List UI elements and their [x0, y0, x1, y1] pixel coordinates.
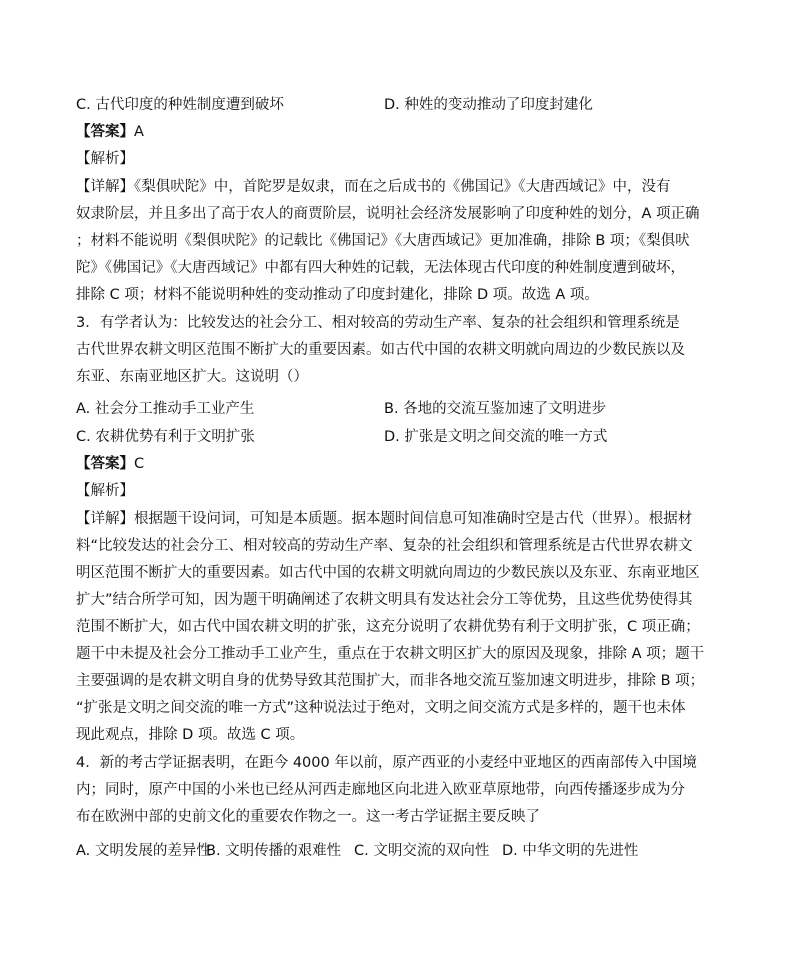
q3-stem-line: 东亚、东南亚地区扩大。这说明（） — [76, 369, 308, 385]
q3-stem-line: 古代世界农耕文明区范围不断扩大的重要因素。如古代中国的农耕文明就向周边的少数民族以及 — [76, 342, 685, 358]
q2-detail-line: 陀》《佛国记》《大唐西域记》中都有四大种姓的记载，无法体现古代印度的种姓制度遭到破坏， — [76, 260, 685, 276]
q3-analysis-tag: 【解析】 — [76, 483, 134, 499]
q4-option-b: B. 文明传播的艰难性 — [206, 843, 342, 859]
q2-option-d: D. 种姓的变动推动了印度封建化 — [384, 97, 593, 113]
q2-option-c: C. 古代印度的种姓制度遭到破坏 — [76, 97, 284, 113]
q4-stem-line: 4．新的考古学证据表明，在距今 4000 年以前，原产西亚的小麦经中亚地区的西南部传入中国境 — [76, 755, 697, 771]
q2-analysis-tag: 【解析】 — [76, 151, 134, 167]
q3-option-b: B. 各地的交流互鉴加速了文明进步 — [384, 401, 607, 417]
q3-option-a: A. 社会分工推动手工业产生 — [76, 401, 255, 417]
q3-option-d: D. 扩张是文明之间交流的唯一方式 — [384, 429, 608, 445]
answer-tag: 【答案】 — [76, 456, 134, 472]
q3-detail-line: “扩张是文明之间交流的唯一方式”这种说法过于绝对，文明之间交流方式是多样的，题干也未体 — [76, 700, 686, 716]
q3-stem-line: 3．有学者认为：比较发达的社会分工、相对较高的劳动生产率、复杂的社会组织和管理系统是 — [76, 315, 680, 331]
q3-detail-line: 现此观点，排除 D 项。故选 C 项。 — [76, 727, 305, 743]
q3-detail-line: 范围不断扩大，如古代中国农耕文明的扩张，这充分说明了农耕优势有利于文明扩张，C 项正确； — [76, 619, 700, 635]
q3-detail-line: 【详解】根据题干设问词，可知是本质题。据本题时间信息可知准确时空是古代（世界）。根据材 — [76, 511, 693, 527]
q3-answer — [76, 454, 144, 474]
q2-answer — [76, 122, 144, 142]
q3-detail-line: 明区范围不断扩大的重要因素。如古代中国的农耕文明就向周边的少数民族以及东亚、东南亚地区 — [76, 565, 700, 581]
q2-detail-line: 排除 C 项；材料不能说明种姓的变动推动了印度封建化，排除 D 项。故选 A 项。 — [76, 287, 599, 303]
answer-tag: 【答案】 — [76, 124, 134, 140]
q2-detail-line: ；材料不能说明《梨俱吠陀》的记载比《佛国记》《大唐西域记》更加准确，排除 B 项；《梨俱吠 — [76, 233, 690, 249]
q3-detail-line: 题干中未提及社会分工推动手工业产生，重点在于农耕文明区扩大的原因及现象，排除 A 项；题干 — [76, 646, 705, 662]
answer-value: C — [134, 456, 145, 472]
q3-option-c: C. 农耕优势有利于文明扩张 — [76, 429, 255, 445]
q4-options — [76, 841, 638, 861]
q3-detail-line: 扩大”结合所学可知，因为题干明确阐述了农耕文明具有发达社会分工等优势，且这些优势使得其 — [76, 592, 693, 608]
q2-detail-line: 【详解】《梨俱吠陀》中，首陀罗是奴隶，而在之后成书的《佛国记》《大唐西域记》中，没有 — [76, 179, 671, 195]
answer-value: A — [134, 124, 144, 140]
q4-stem-line: 内；同时，原产中国的小米也已经从河西走廊地区向北进入欧亚草原地带，向西传播逐步成为分 — [76, 782, 685, 798]
q3-detail-line: 主要强调的是农耕文明自身的优势导致其范围扩大，而非各地交流互鉴加速文明进步，排除 B 项； — [76, 673, 705, 689]
q4-stem-line: 布在欧洲中部的史前文化的重要农作物之一。这一考古学证据主要反映了 — [76, 809, 540, 825]
q4-option-d: D. 中华文明的先进性 — [502, 843, 639, 859]
q4-option-a: A. 文明发展的差异性 — [76, 843, 211, 859]
q4-option-c: C. 文明交流的双向性 — [354, 843, 490, 859]
q2-detail-line: 奴隶阶层，并且多出了高于农人的商贾阶层，说明社会经济发展影响了印度种姓的划分，A 项正确 — [76, 206, 700, 222]
q3-detail-line: 料“比较发达的社会分工、相对较高的劳动生产率、复杂的社会组织和管理系统是古代世界农耕文 — [76, 538, 693, 554]
